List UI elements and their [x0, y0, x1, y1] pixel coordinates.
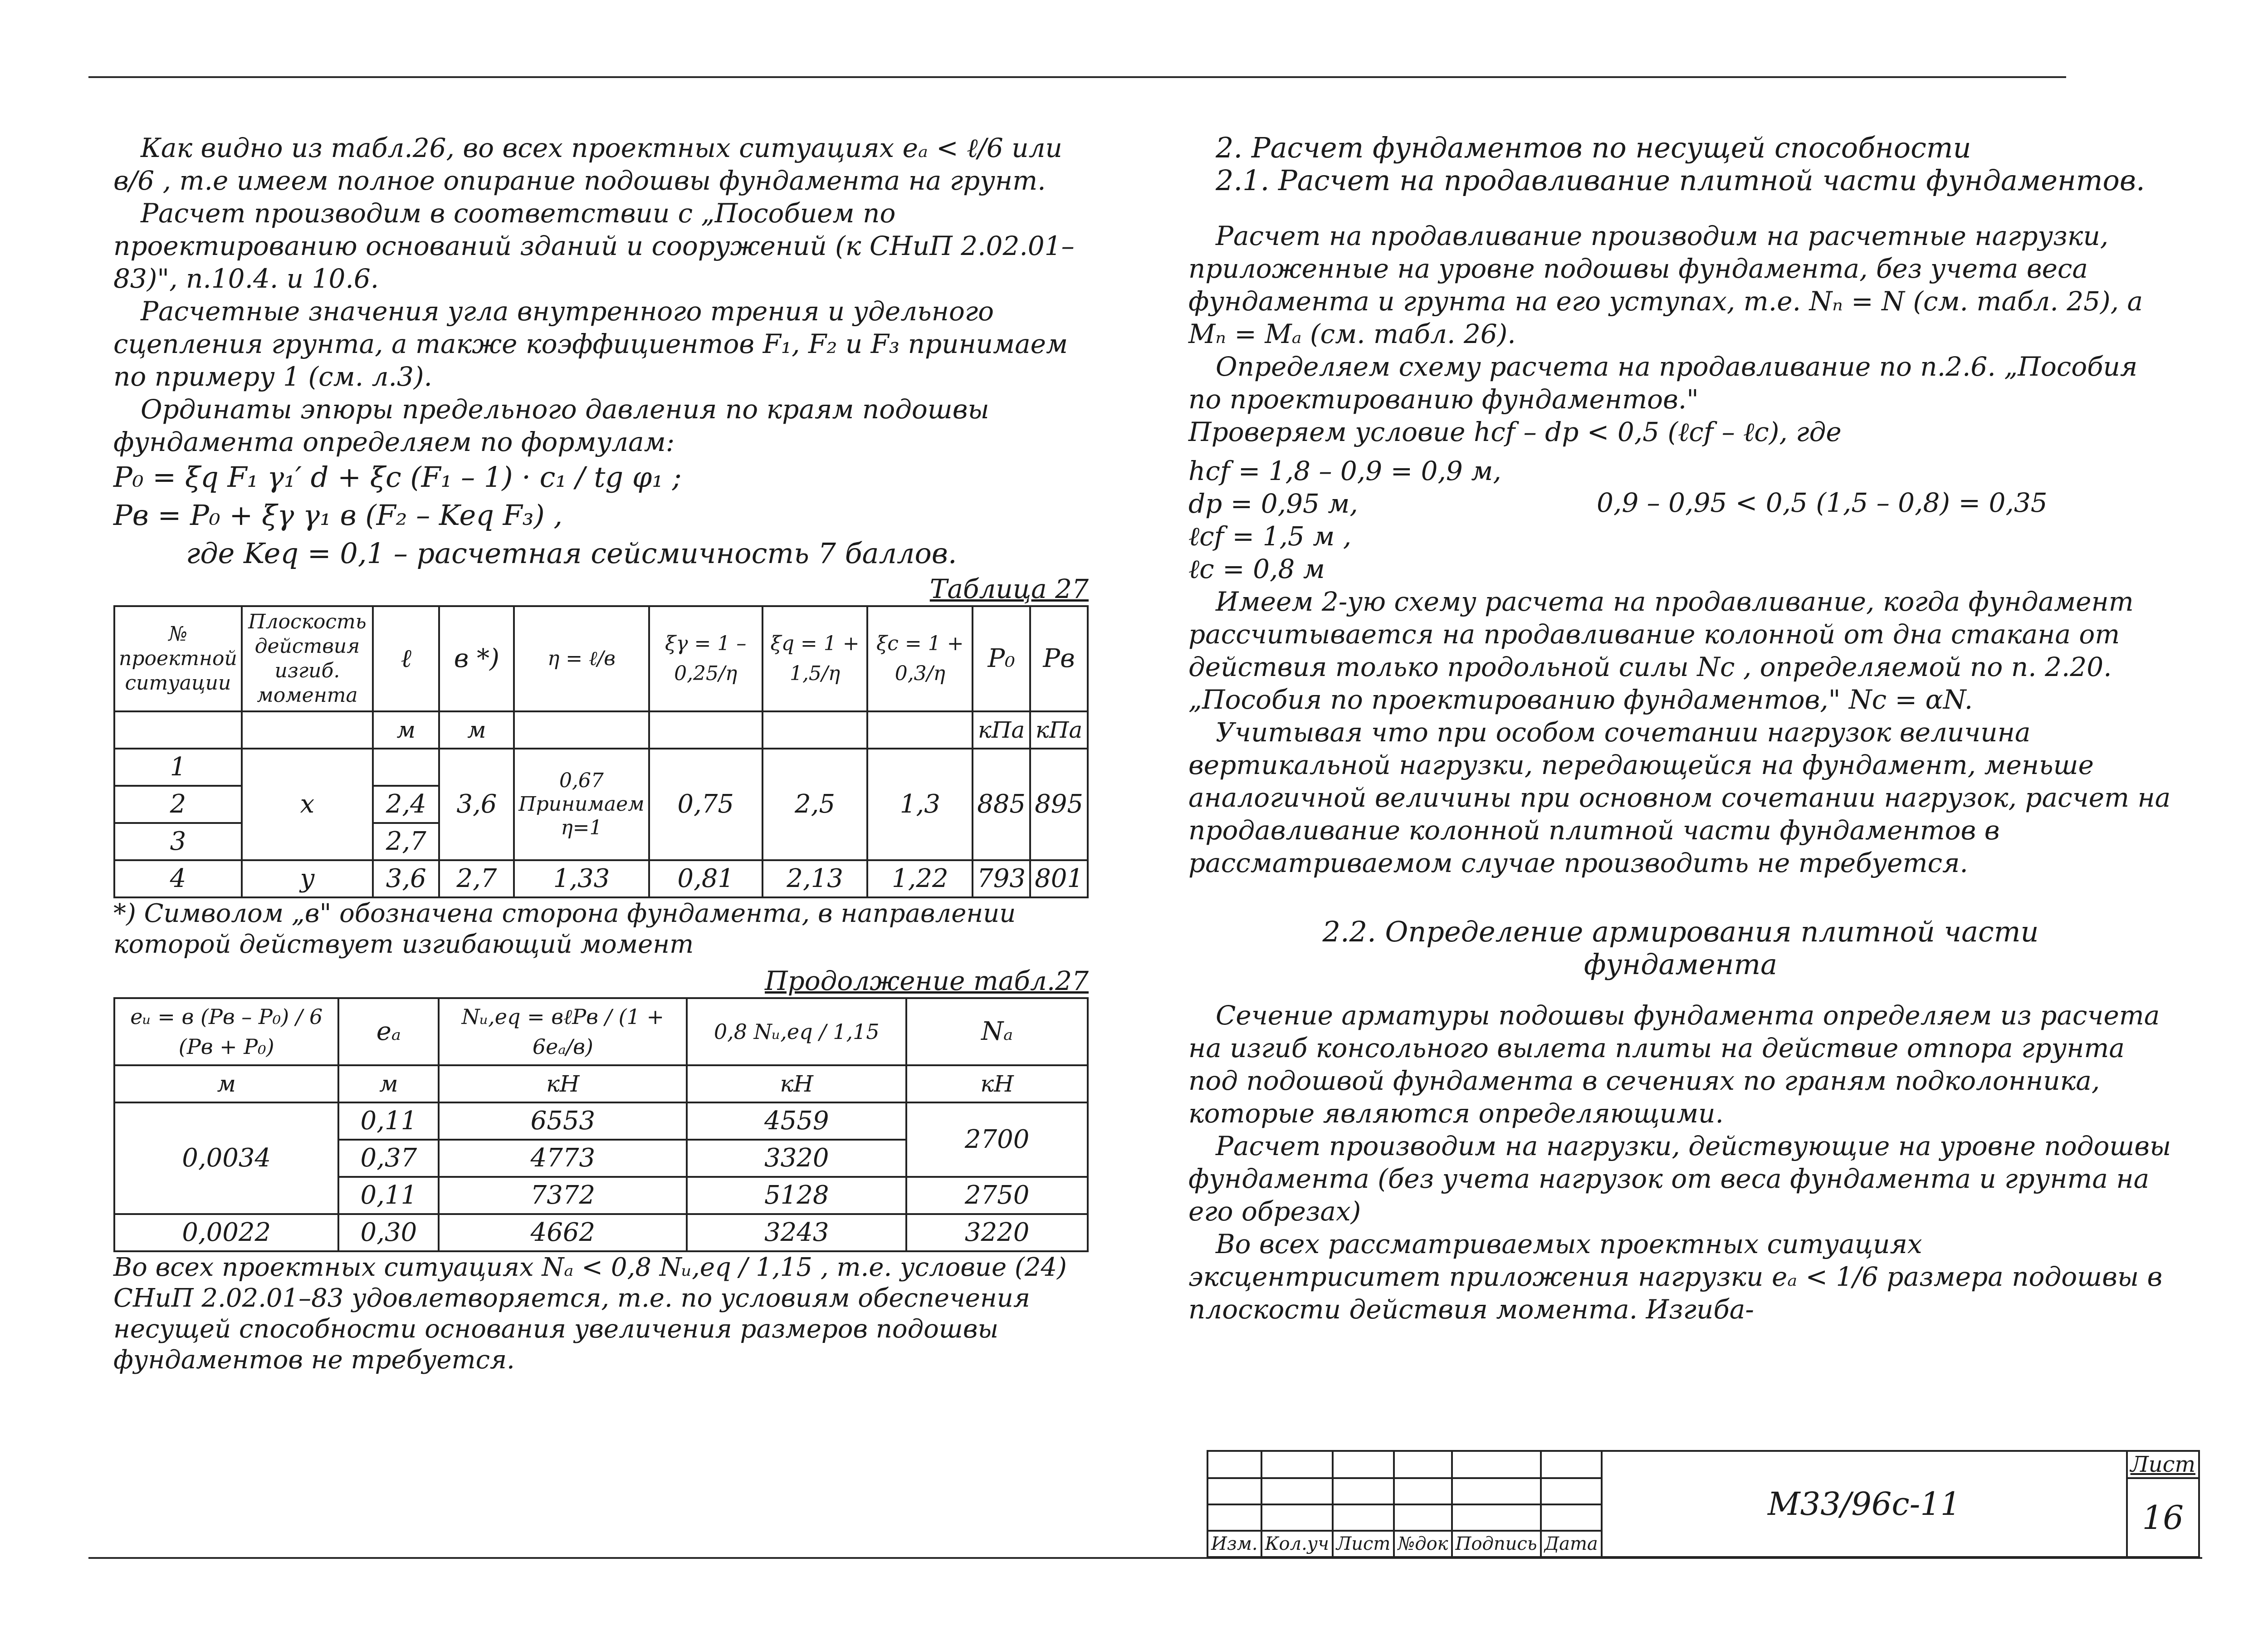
left-paragraph-4: Ординаты эпюры предельного давления по краям подошвы фундамента определяем по формулам:	[113, 394, 989, 457]
left-column	[113, 132, 1089, 1376]
cell-no: 2	[114, 786, 242, 823]
unit-cell	[514, 711, 649, 749]
calc-values	[1188, 455, 1597, 585]
header-nu-eq: Nᵤ,eq = вℓPв / (1 + 6eₐ/в)	[439, 998, 687, 1065]
cell-n08: 3320	[687, 1140, 906, 1177]
cell-plane: x	[242, 749, 373, 860]
title-block-cell	[1261, 1478, 1333, 1504]
table-row	[114, 1102, 1088, 1140]
calc-line: dp = 0,95 м,	[1188, 488, 1358, 519]
title-block-cell	[1207, 1451, 1261, 1478]
unit-cell: м	[114, 1065, 338, 1102]
header-ea: eₐ	[338, 998, 439, 1065]
title-block-cell	[1261, 1504, 1333, 1531]
title-block-table	[1207, 1450, 2200, 1558]
cell-no: 1	[114, 749, 242, 786]
cell-l	[373, 749, 439, 786]
section-heading-2: 2. Расчет фундаментов по несущей способности	[1216, 131, 1971, 164]
cell-plane: y	[242, 860, 373, 897]
cell-eta: 0,67 Принимаем η=1	[514, 749, 649, 860]
table-27-header-xi-gamma: ξγ = 1 – 0,25/η	[649, 606, 763, 711]
cell-xi-gamma: 0,75	[649, 749, 763, 860]
formula-keq: где Keq = 0,1 – расчетная сейсмичность 7 баллов.	[186, 537, 957, 570]
right-paragraph-1: Расчет на продавливание производим на расчетные нагрузки, приложенные на уровне подошвы фундамента, без учета веса фундамента и грунта на его уступах, т.е. Nₙ = N (см. табл. 25), а Mₙ = Mₐ (см. табл. 26).	[1188, 220, 2143, 349]
table-row	[114, 1214, 1088, 1251]
title-block-cell	[1333, 1451, 1394, 1478]
unit-cell: кН	[906, 1065, 1088, 1102]
cell-ea: 0,30	[338, 1214, 439, 1251]
right-paragraph-3: Проверяем условие hcf – dp < 0,5 (ℓcf – ℓc), где	[1188, 416, 1842, 447]
cell-xi-c: 1,22	[867, 860, 973, 897]
title-block-cell	[1333, 1504, 1394, 1531]
unit-cell: м	[338, 1065, 439, 1102]
label-sheet: Лист	[1333, 1531, 1394, 1557]
table-27-header-xi-q: ξq = 1 + 1,5/η	[763, 606, 868, 711]
unit-cell	[763, 711, 868, 749]
unit-cell: м	[373, 711, 439, 749]
table-row	[114, 860, 1088, 897]
title-block-cell	[1541, 1478, 1602, 1504]
unit-cell: кН	[687, 1065, 906, 1102]
title-block-cell	[1394, 1451, 1452, 1478]
formula-pb: Pв = P₀ + ξγ γ₁ в (F₂ – Keq F₃) ,	[113, 499, 563, 532]
formula-p0: P₀ = ξq F₁ γ₁′ d + ξc (F₁ – 1) · c₁ / tg φ₁ ;	[113, 460, 682, 494]
table-27-header-plane: Плоскость действия изгиб. момента	[242, 606, 373, 711]
title-block-row	[1207, 1451, 2199, 1478]
right-paragraph-2: Определяем схему расчета на продавливание по п.2.6. „Пособия по проектированию фундаментов."	[1188, 351, 2138, 415]
table-27c-units-row	[114, 1065, 1088, 1102]
cell-pb: 895	[1030, 749, 1088, 860]
cell-na: 2750	[906, 1177, 1088, 1214]
label-signature: Подпись	[1452, 1531, 1541, 1557]
cell-eu: 0,0034	[114, 1102, 338, 1214]
unit-cell: кПа	[1030, 711, 1088, 749]
title-block-cell	[1333, 1478, 1394, 1504]
cell-eta: 1,33	[514, 860, 649, 897]
title-block-cell	[1207, 1478, 1261, 1504]
table-27c-header-row	[114, 998, 1088, 1065]
left-paragraph-2: Расчет производим в соответствии с „Пособием по проектированию оснований зданий и сооружений (к СНиП 2.02.01–83)", п.10.4. и 10.6.	[113, 198, 1075, 294]
right-column	[1188, 132, 2173, 1326]
right-paragraph-7: Расчет производим на нагрузки, действующие на уровне подошвы фундамента (без учета нагрузок от веса фундамента и грунта на его обрезах)	[1188, 1131, 2171, 1227]
cell-xi-gamma: 0,81	[649, 860, 763, 897]
title-block-cell	[1207, 1504, 1261, 1531]
table-27-title: Таблица 27	[929, 573, 1089, 604]
unit-cell: кН	[439, 1065, 687, 1102]
right-paragraph-8: Во всех рассматриваемых проектных ситуациях эксцентриситет приложения нагрузки eₐ < 1/6 размера подошвы в плоскости действия момента. Изгиба-	[1188, 1229, 2163, 1325]
table-27-header-pb: Pв	[1030, 606, 1088, 711]
cell-no: 4	[114, 860, 242, 897]
document-code: М33/96с-11	[1602, 1451, 2127, 1557]
left-paragraph-3: Расчетные значения угла внутренного трения и удельного сцепления грунта, а также коэффициентов F₁, F₂ и F₃ принимаем по примеру 1 (см. л.3).	[113, 296, 1068, 392]
cell-pb: 801	[1030, 860, 1088, 897]
header-eu: eᵤ = в (Pв – P₀) / 6 (Pв + P₀)	[114, 998, 338, 1065]
cell-no: 3	[114, 823, 242, 860]
cell-b: 2,7	[439, 860, 514, 897]
table-27	[113, 605, 1089, 898]
table-27-header-l: ℓ	[373, 606, 439, 711]
unit-cell	[867, 711, 973, 749]
cell-na: 3220	[906, 1214, 1088, 1251]
table-27-header-xi-c: ξc = 1 + 0,3/η	[867, 606, 973, 711]
header-n08: 0,8 Nᵤ,eq / 1,15	[687, 998, 906, 1065]
cell-p0: 885	[973, 749, 1030, 860]
table-27-continued	[113, 997, 1089, 1252]
title-block-cell	[1541, 1504, 1602, 1531]
table-27-header-no: № проектной ситуации	[114, 606, 242, 711]
label-change: Изм.	[1207, 1531, 1261, 1557]
table-row	[114, 749, 1088, 786]
cell-nu-eq: 7372	[439, 1177, 687, 1214]
cell-l: 2,7	[373, 823, 439, 860]
calc-line: hcf = 1,8 – 0,9 = 0,9 м,	[1188, 456, 1501, 486]
title-block-cell	[1452, 1451, 1541, 1478]
cell-b: 3,6	[439, 749, 514, 860]
unit-cell: м	[439, 711, 514, 749]
calc-line: ℓc = 0,8 м	[1188, 553, 1325, 584]
header-na: Nₐ	[906, 998, 1088, 1065]
left-paragraph-5: Во всех проектных ситуациях Nₐ < 0,8 Nᵤ,eq / 1,15 , т.е. условие (24) СНиП 2.02.01–83 удовлетворяется, т.е. по условиям обеспечения несущей способности основания увеличения размеров подошвы фундаментов не требуется.	[113, 1253, 1067, 1375]
title-block-cell	[1394, 1504, 1452, 1531]
cell-nu-eq: 6553	[439, 1102, 687, 1140]
unit-cell: кПа	[973, 711, 1030, 749]
table-27-header-eta: η = ℓ/в	[514, 606, 649, 711]
top-border-line	[88, 76, 2066, 78]
right-paragraph-6: Сечение арматуры подошвы фундамента определяем из расчета на изгиб консольного вылета плиты на действие отпора грунта под подошвой фундамента в сечениях по граням подколонника, которые являются определяющими.	[1188, 1000, 2160, 1129]
cell-xi-c: 1,3	[867, 749, 973, 860]
cell-nu-eq: 4773	[439, 1140, 687, 1177]
cell-n08: 5128	[687, 1177, 906, 1214]
table-27-continued-title: Продолжение табл.27	[765, 965, 1089, 996]
table-27-footnote: *) Символом „в" обозначена сторона фундамента, в направлении которой действует изгибающий момент	[113, 899, 1016, 959]
title-block-cell	[1261, 1451, 1333, 1478]
section-heading-2-2: 2.2. Определение армирования плитной части фундамента	[1322, 915, 2039, 981]
cell-xi-q: 2,13	[763, 860, 868, 897]
title-block-cell	[1394, 1478, 1452, 1504]
unit-cell	[114, 711, 242, 749]
section-heading-2-1: 2.1. Расчет на продавливание плитной части фундаментов.	[1216, 164, 2145, 197]
table-27-header-p0: P₀	[973, 606, 1030, 711]
label-quantity: Кол.уч	[1261, 1531, 1333, 1557]
table-27-header-row	[114, 606, 1088, 711]
table-27-header-b: в *)	[439, 606, 514, 711]
table-27-units-row	[114, 711, 1088, 749]
cell-ea: 0,11	[338, 1102, 439, 1140]
title-block	[1207, 1450, 2200, 1557]
cell-l: 3,6	[373, 860, 439, 897]
title-block-cell	[1452, 1504, 1541, 1531]
cell-p0: 793	[973, 860, 1030, 897]
left-paragraph-1: Как видно из табл.26, во всех проектных ситуациях eₐ < ℓ/6 или в/6 , т.е имеем полное опирание подошвы фундамента на грунт.	[113, 132, 1062, 196]
cell-n08: 3243	[687, 1214, 906, 1251]
unit-cell	[242, 711, 373, 749]
cell-l: 2,4	[373, 786, 439, 823]
unit-cell	[649, 711, 763, 749]
title-block-cell	[1452, 1478, 1541, 1504]
title-block-cell	[1541, 1451, 1602, 1478]
right-paragraph-5: Учитывая что при особом сочетании нагрузок величина вертикальной нагрузки, передающейся на фундамент, меньше аналогичной величины при основном сочетании нагрузок, расчет на продавливание колонной плитной части фундаментов в рассматриваемом случае производить не требуется.	[1188, 717, 2171, 878]
cell-ea: 0,37	[338, 1140, 439, 1177]
cell-n08: 4559	[687, 1102, 906, 1140]
sheet-number: 16	[2127, 1478, 2199, 1557]
cell-nu-eq: 4662	[439, 1214, 687, 1251]
cell-eu: 0,0022	[114, 1214, 338, 1251]
cell-ea: 0,11	[338, 1177, 439, 1214]
label-date: Дата	[1541, 1531, 1602, 1557]
cell-xi-q: 2,5	[763, 749, 868, 860]
sheet-label: Лист	[2127, 1451, 2199, 1478]
right-paragraph-4: Имеем 2-ую схему расчета на продавливание, когда фундамент рассчитывается на продавливание колонной от дна стакана от действия только продольной силы Nc , определяемой по п. 2.20. „Пособия по проектированию фундаментов," Nc = αN.	[1188, 586, 2134, 715]
label-doc-no: №док	[1394, 1531, 1452, 1557]
calc-line: ℓcf = 1,5 м ,	[1188, 521, 1352, 552]
calc-inequality: 0,9 – 0,95 < 0,5 (1,5 – 0,8) = 0,35	[1597, 487, 2048, 518]
cell-na: 2700	[906, 1102, 1088, 1177]
calc-block	[1188, 455, 2173, 585]
